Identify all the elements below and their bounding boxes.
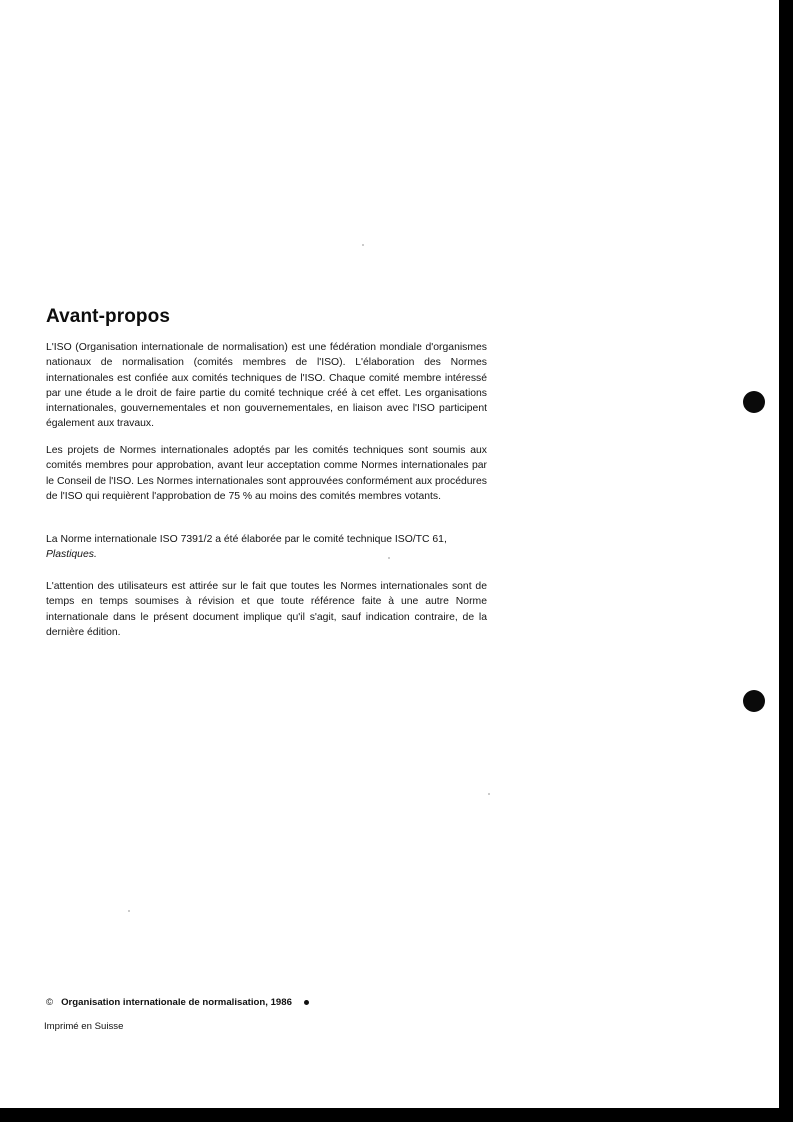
punch-hole-icon (743, 391, 765, 413)
scan-speck (388, 557, 390, 559)
printed-in-note: Imprimé en Suisse (44, 1021, 124, 1032)
scan-speck (488, 793, 490, 795)
paragraph-revision-notice: L'attention des utilisateurs est attirée sur le fait que toutes les Normes internationales sont de temps en temps soumises à révision et que toute référence faite à une autre Norme internationale dans le présent document implique qu'il s'agit, sauf indication contraire, de la dernière édition. (46, 581, 487, 638)
page-title: Avant-propos (46, 306, 170, 327)
paragraph-standard-origin (46, 532, 487, 563)
paragraph-iso-intro: L'ISO (Organisation internationale de normalisation) est une fédération mondiale d'organismes nationaux de normalisation (comités membres de l'ISO). L'élaboration des Normes internationales est confiée aux comités techniques de l'ISO. Chaque comité membre intéressé par une étude a le droit de faire partie du comité technique créé à cet effet. Les organisations internationales, gouvernementales et non gouvernementales, en liaison avec l'ISO participent également aux travaux. (46, 342, 487, 430)
copyright-text: Organisation internationale de normalisation, 1986 (61, 997, 292, 1008)
scan-speck (362, 244, 364, 246)
paragraph-draft-approval: Les projets de Normes internationales adoptés par les comités techniques sont soumis aux comités membres pour approbation, avant leur acceptation comme Normes internationales par le Conseil de l'ISO. Les Normes internationales sont approuvées conformément aux procédures de l'ISO qui requièrent l'approbation de 75 % au moins des comités membres votants. (46, 445, 487, 502)
scan-border-right (779, 0, 793, 1122)
scan-border-bottom (0, 1108, 793, 1122)
bullet-icon (304, 1000, 309, 1005)
copyright-symbol: © (46, 997, 54, 1008)
scan-speck (128, 910, 130, 912)
copyright-line (46, 997, 309, 1008)
punch-hole-icon (743, 690, 765, 712)
standard-origin-text: La Norme internationale ISO 7391/2 a été élaborée par le comité technique ISO/TC 61, (46, 534, 447, 545)
committee-title: Plastiques. (46, 549, 97, 561)
